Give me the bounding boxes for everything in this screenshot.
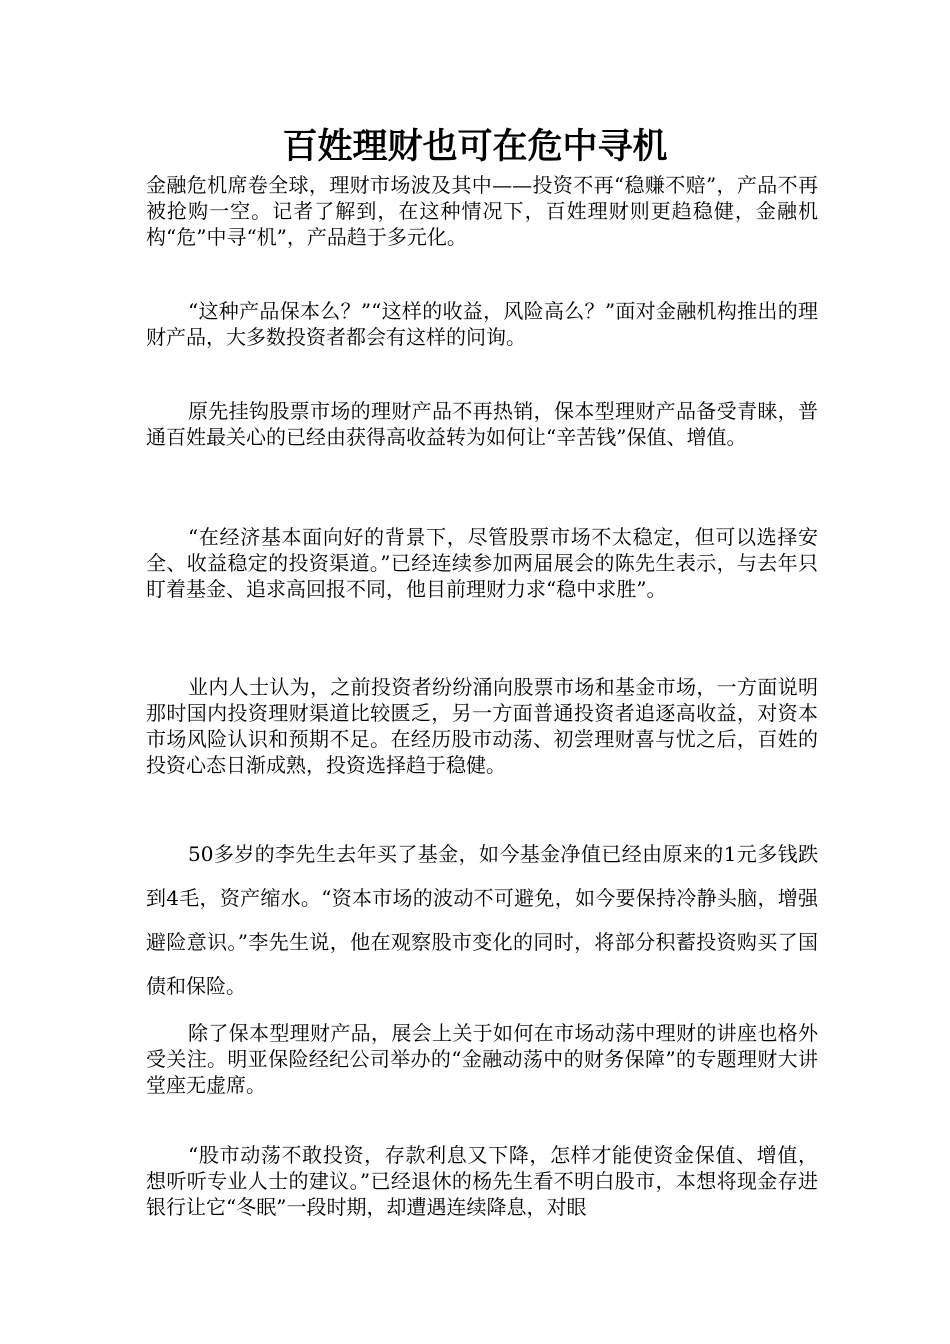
paragraph-8: “股市动荡不敢投资，存款利息又下降，怎样才能使资金保值、增值，想听听专业人士的建议。”已经退休的杨先生看不明白股市，本想将现金存进银行让它“冬眠”一段时期，却遭遇连续降息，对眼 <box>146 1143 818 1219</box>
document-title: 百姓理财也可在危中寻机 <box>282 126 668 167</box>
paragraph-3: 原先挂钩股票市场的理财产品不再热销，保本型理财产品备受青睐，普通百姓最关心的已经由获得高收益转为如何让“辛苦钱”保值、增值。 <box>146 399 818 449</box>
paragraph-1: 金融危机席卷全球，理财市场波及其中——投资不再“稳赚不赔”，产品不再被抢购一空。记者了解到，在这种情况下，百姓理财则更趋稳健，金融机构“危”中寻“机”，产品趋于多元化。 <box>146 173 818 249</box>
paragraph-7: 除了保本型理财产品，展会上关于如何在市场动荡中理财的讲座也格外受关注。明亚保险经纪公司举办的“金融动荡中的财务保障”的专题理财大讲堂座无虚席。 <box>146 1021 818 1097</box>
paragraph-4: “在经济基本面向好的背景下，尽管股票市场不太稳定，但可以选择安全、收益稳定的投资渠道。”已经连续参加两届展会的陈先生表示，与去年只盯着基金、追求高回报不同，他目前理财力求“稳中求胜”。 <box>146 525 818 601</box>
paragraph-5: 业内人士认为，之前投资者纷纷涌向股票市场和基金市场，一方面说明那时国内投资理财渠道比较匮乏，另一方面普通投资者追逐高收益，对资本市场风险认识和预期不足。在经历股市动荡、初尝理财喜与忧之后，百姓的投资心态日渐成熟，投资选择趋于稳健。 <box>146 675 818 777</box>
paragraph-2: “这种产品保本么？”“这样的收益，风险高么？”面对金融机构推出的理财产品，大多数投资者都会有这样的问询。 <box>146 299 818 349</box>
paragraph-6: 50多岁的李先生去年买了基金，如今基金净值已经由原来的1元多钱跌到4毛，资产缩水。“资本市场的波动不可避免，如今要保持冷静头脑，增强避险意识。”李先生说，他在观察股市变化的同时，将部分积蓄投资购买了国债和保险。 <box>146 842 818 998</box>
